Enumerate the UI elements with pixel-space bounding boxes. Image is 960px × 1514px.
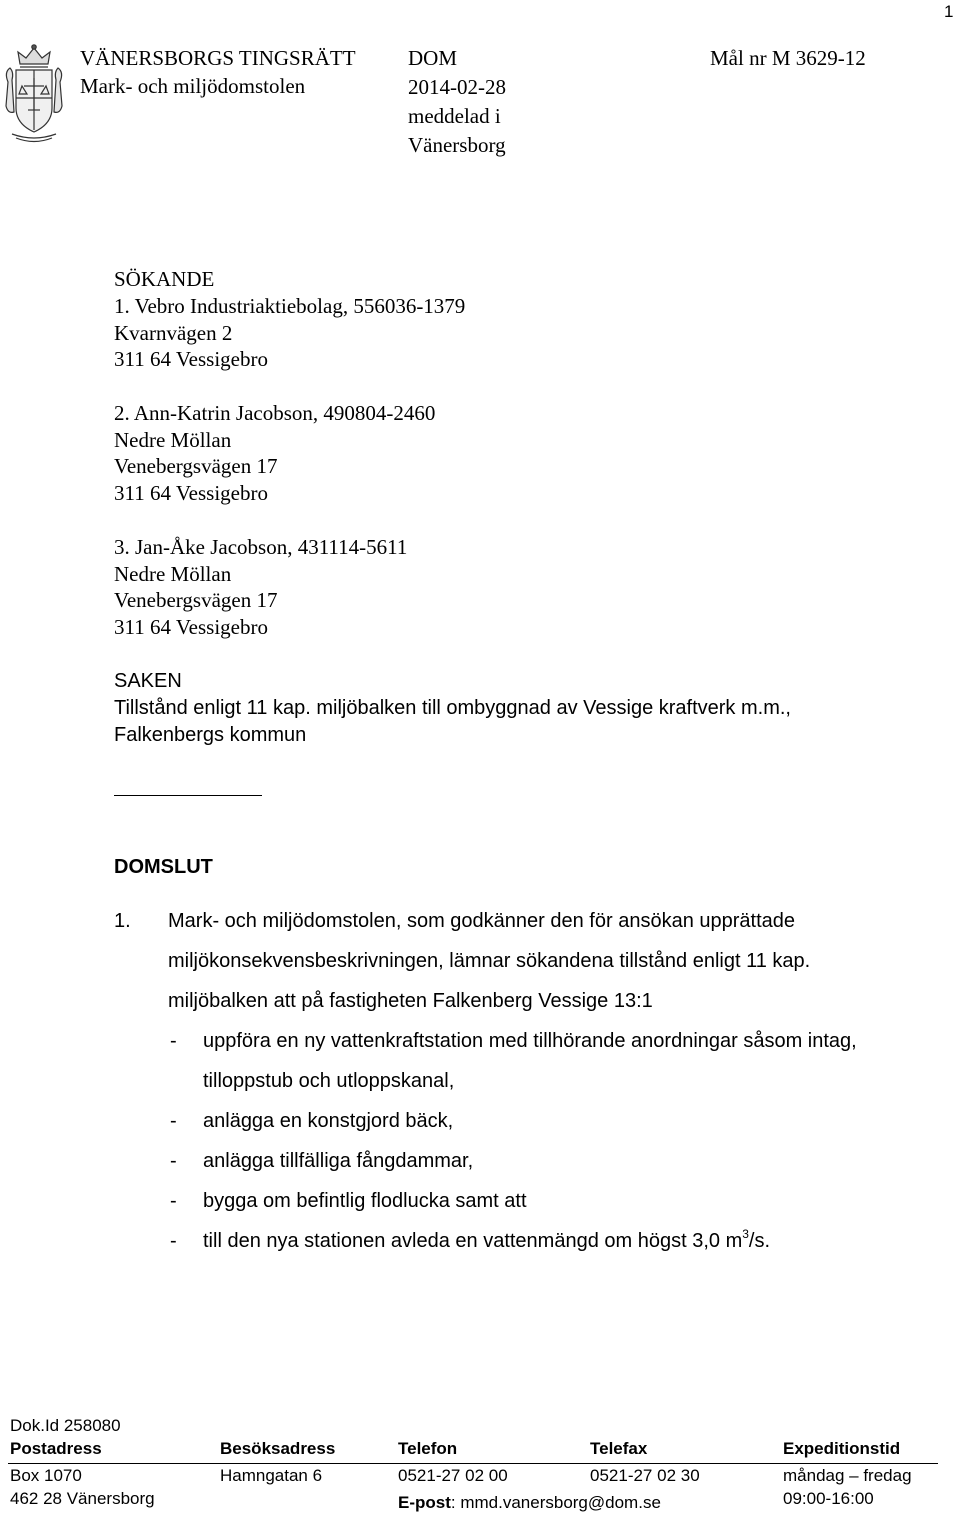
bullet-line: uppföra en ny vattenkraftstation med tillhörande anordningar såsom intag, <box>203 1030 857 1052</box>
footer-heading-fax: Telefax <box>590 1439 648 1458</box>
document-id: Dok.Id 258080 <box>10 1416 121 1435</box>
matter-heading: SAKEN <box>114 670 182 692</box>
judgment-bullets <box>168 1021 928 1261</box>
applicant-1-line: 311 64 Vessigebro <box>114 347 268 372</box>
bullet-dash: - <box>170 1150 177 1172</box>
applicant-1 <box>114 293 465 373</box>
applicant-3-line: 311 64 Vessigebro <box>114 615 268 640</box>
bullet-item <box>168 1101 928 1141</box>
footer-visiting-address: Hamngatan 6 <box>220 1466 323 1485</box>
bullet-text-post: /s. <box>748 1230 771 1252</box>
court-name: VÄNERSBORGS TINGSRÄTT <box>80 46 356 70</box>
judgment-paragraph <box>168 901 810 1021</box>
applicant-2-line: Nedre Möllan <box>114 427 232 452</box>
judgment-line: Mark- och miljödomstolen, som godkänner den för ansökan upprättade <box>168 910 796 932</box>
applicant-3 <box>114 534 407 641</box>
footer-phone: 0521-27 02 00 <box>398 1466 508 1485</box>
bullet-line: anlägga en konstgjord bäck, <box>203 1110 454 1132</box>
bullet-dash: - <box>170 1030 177 1052</box>
applicant-3-line: 3. Jan-Åke Jacobson, 431114-5611 <box>114 535 408 559</box>
footer-hours-time: 09:00-16:00 <box>783 1489 874 1508</box>
applicant-2 <box>114 400 435 507</box>
bullet-line: bygga om befintlig flodlucka samt att <box>203 1190 527 1212</box>
applicant-1-line: Kvarnvägen 2 <box>114 320 233 345</box>
judgment-heading: DOMSLUT <box>114 856 213 878</box>
footer-email-value[interactable]: : mmd.vanersborg@dom.se <box>450 1493 661 1512</box>
bullet-item <box>168 1221 928 1261</box>
footer-email <box>398 1493 661 1513</box>
bullet-text-pre: till den nya stationen avleda en vattenmängd om högst 3,0 m <box>203 1230 743 1252</box>
footer-heading-phone: Telefon <box>398 1439 458 1458</box>
footer-fax: 0521-27 02 30 <box>590 1466 700 1485</box>
footer-email-label: E-post <box>398 1493 451 1512</box>
footer-heading-visiting: Besöksadress <box>220 1439 336 1458</box>
issued-label: meddelad i <box>408 104 501 128</box>
document-date: 2014-02-28 <box>408 75 506 99</box>
matter-line: Falkenbergs kommun <box>114 724 307 746</box>
applicant-2-line: 2. Ann-Katrin Jacobson, 490804-2460 <box>114 401 436 425</box>
separator-line <box>114 795 262 796</box>
applicant-1-line: 1. Vebro Industriaktiebolag, 556036-1379 <box>114 294 466 318</box>
applicants-heading: SÖKANDE <box>114 267 215 291</box>
footer-postal-code: 462 28 Vänersborg <box>10 1489 155 1508</box>
issued-place: Vänersborg <box>408 133 506 157</box>
applicant-2-line: 311 64 Vessigebro <box>114 481 268 506</box>
matter-line: Tillstånd enligt 11 kap. miljöbalken till ombyggnad av Vessige kraftverk m.m., <box>114 697 791 719</box>
bullet-item <box>168 1141 928 1181</box>
bullet-dash: - <box>170 1230 177 1252</box>
bullet-item <box>168 1181 928 1221</box>
bullet-line: tilloppstub och utloppskanal, <box>203 1070 455 1092</box>
page-number: 1 <box>944 2 954 21</box>
coat-of-arms-emblem <box>2 42 66 146</box>
judgment-line: miljöbalken att på fastigheten Falkenberg Vessige 13:1 <box>168 990 653 1012</box>
bullet-dash: - <box>170 1110 177 1132</box>
footer-rule <box>8 1463 938 1464</box>
bullet-text-superscript: 3 <box>742 1227 749 1241</box>
judgment-line: miljökonsekvensbeskrivningen, lämnar sökandena tillstånd enligt 11 kap. <box>168 950 811 972</box>
bullet-line <box>203 1221 770 1261</box>
footer-postal-box: Box 1070 <box>10 1466 82 1485</box>
matter-section <box>114 668 791 749</box>
bullet-line: anlägga tillfälliga fångdammar, <box>203 1150 474 1172</box>
document-type: DOM <box>408 46 458 70</box>
applicant-2-line: Venebergsvägen 17 <box>114 454 278 479</box>
applicant-3-line: Nedre Möllan <box>114 561 232 586</box>
applicant-3-line: Venebergsvägen 17 <box>114 588 278 613</box>
footer-heading-postal: Postadress <box>10 1439 102 1458</box>
court-division: Mark- och miljödomstolen <box>80 74 306 98</box>
judgment-item-number: 1. <box>114 910 131 932</box>
footer-heading-hours: Expeditionstid <box>783 1439 901 1458</box>
bullet-dash: - <box>170 1190 177 1212</box>
case-number: Mål nr M 3629-12 <box>710 46 866 70</box>
footer-hours-days: måndag – fredag <box>783 1466 912 1485</box>
bullet-item <box>168 1021 928 1101</box>
